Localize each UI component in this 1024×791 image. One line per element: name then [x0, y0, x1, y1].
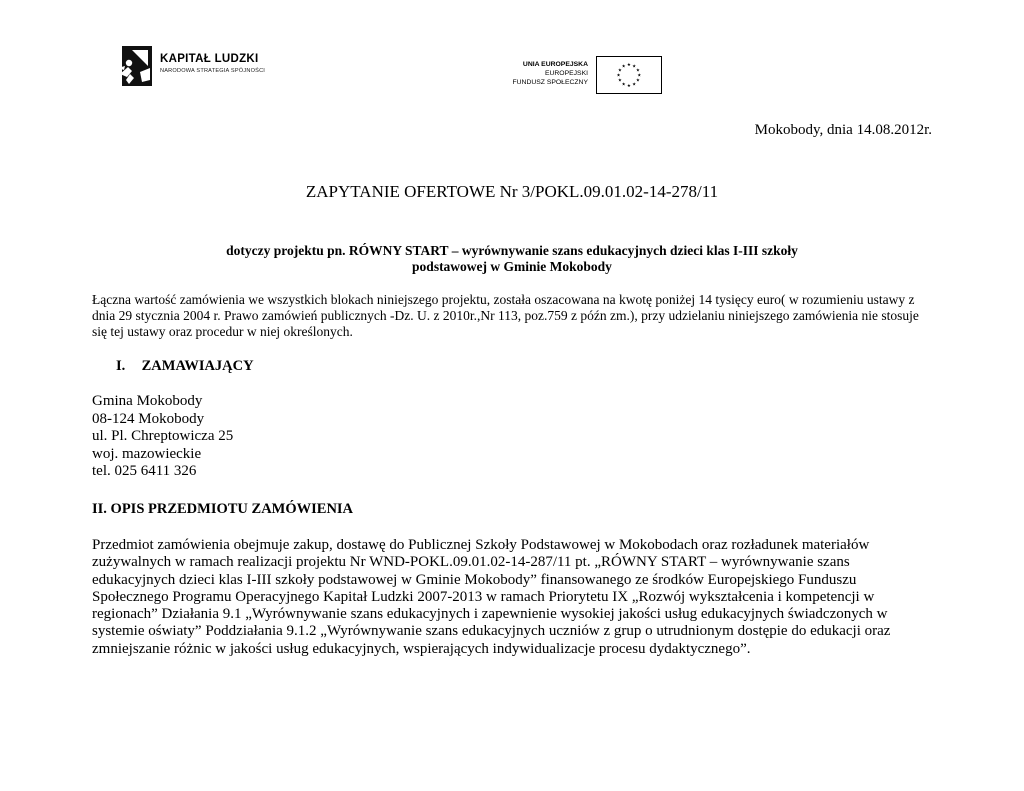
eu-star-icon: ★	[635, 78, 641, 84]
eu-star-icon: ★	[626, 83, 632, 89]
eu-star-icon: ★	[616, 73, 621, 79]
ue-logo-line1: UNIA EUROPEJSKA	[522, 61, 588, 68]
address-line: 08-124 Mokobody	[92, 410, 205, 427]
address-line: tel. 025 6411 326	[92, 463, 197, 479]
kapital-ludzki-title: KAPITAŁ LUDZKI	[160, 53, 259, 65]
ue-logo-line2: EUROPEJSKI	[544, 70, 588, 77]
eu-star-icon: ★	[635, 68, 641, 74]
order-value-note: Łączna wartość zamówienia we wszystkich blokach niniejszego projektu, została oszacowana na kwotę poniżej 14 tysięcy euro( w rozumieniu ustawy z dnia 29 stycznia 2004 r. Prawo zamówień publicznych -Dz. U. z 2010r.,Nr 113, poz.759 z późn zm.), przy udzielaniu niniejszego zamówienia nie stosuje się tej ustawy oraz procedur w niej określonych.	[92, 292, 919, 339]
section-1-number: I.	[116, 358, 126, 374]
paragraph-line: zużywalnych w ramach realizacji projektu Nr WND-POKL.09.01.02-14-287/11 pt. „RÓWNY START – wyrównywanie szans	[92, 554, 850, 571]
kapital-ludzki-subtitle: NARODOWA STRATEGIA SPÓJNOŚCI	[160, 68, 266, 74]
eu-star-icon: ★	[617, 78, 623, 84]
address-line: Gmina Mokobody	[92, 393, 203, 409]
subject-line-2: podstawowej w Gminie Mokobody	[412, 259, 612, 274]
kapital-ludzki-emblem-icon	[118, 46, 154, 86]
paragraph-line: Społecznego Programu Operacyjnego Kapitał Ludzki 2007-2013 w ramach Priorytetu IX „Rozwój wykształcenia i kompetencji w	[92, 588, 875, 605]
eu-star-icon: ★	[626, 63, 632, 69]
eu-star-icon: ★	[637, 73, 642, 79]
section-1-title: ZAMAWIAJĄCY	[141, 358, 254, 374]
contracting-authority-address	[92, 393, 233, 481]
eu-star-icon: ★	[617, 68, 623, 74]
ue-logo-text	[512, 60, 588, 87]
document-title: ZAPYTANIE OFERTOWE Nr 3/POKL.09.01.02-14-278/11	[305, 182, 719, 201]
subject-line-1: dotyczy projektu pn. RÓWNY START – wyrównywanie szans edukacyjnych dzieci klas I-III szkoły	[226, 243, 798, 258]
paragraph-line: systemie oświaty” Poddziałania 9.1.2 „Wyrównywanie szans edukacyjnych uczniów z grup o utrudnionym dostępie do edukacji oraz	[92, 623, 891, 640]
eu-star-icon: ★	[632, 82, 637, 88]
address-line: ul. Pl. Chreptowicza 25	[92, 428, 234, 444]
kapital-ludzki-logo	[118, 46, 298, 86]
paragraph-line: Przedmiot zamówienia obejmuje zakup, dostawę do Publicznej Szkoły Podstawowej w Mokobodach oraz rozładunek materiałów	[92, 537, 870, 553]
eu-star-icon: ★	[621, 64, 626, 70]
order-description	[92, 537, 924, 658]
unia-europejska-logo	[494, 54, 666, 96]
eu-star-icon: ★	[621, 82, 626, 88]
paragraph-line: regionach” Działania 9.1 „Wyrównywanie szans edukacyjnych i zapewnienie wysokiej jakości usług edukacyjnych świadczonych w	[92, 606, 888, 623]
paragraph-line: edukacyjnych dzieci klas I-III szkoły podstawowej w Gminie Mokobody” finansowanego ze środków Europejskiego Funduszu	[92, 571, 857, 588]
section-2-heading: II. OPIS PRZEDMIOTU ZAMÓWIENIA	[92, 501, 354, 517]
place-date: Mokobody, dnia 14.08.2012r.	[754, 122, 932, 138]
paragraph-line: zmniejszanie różnic w jakości usług edukacyjnych, wspierających indywidualizacje procesu dydaktycznego”.	[92, 640, 751, 657]
eu-star-icon: ★	[632, 64, 637, 70]
project-subject	[0, 243, 1024, 275]
section-1-heading	[116, 358, 254, 375]
ue-logo-line3: FUNDUSZ SPOŁECZNY	[512, 79, 588, 86]
address-line: woj. mazowieckie	[92, 445, 202, 462]
eu-flag-icon	[596, 56, 662, 94]
